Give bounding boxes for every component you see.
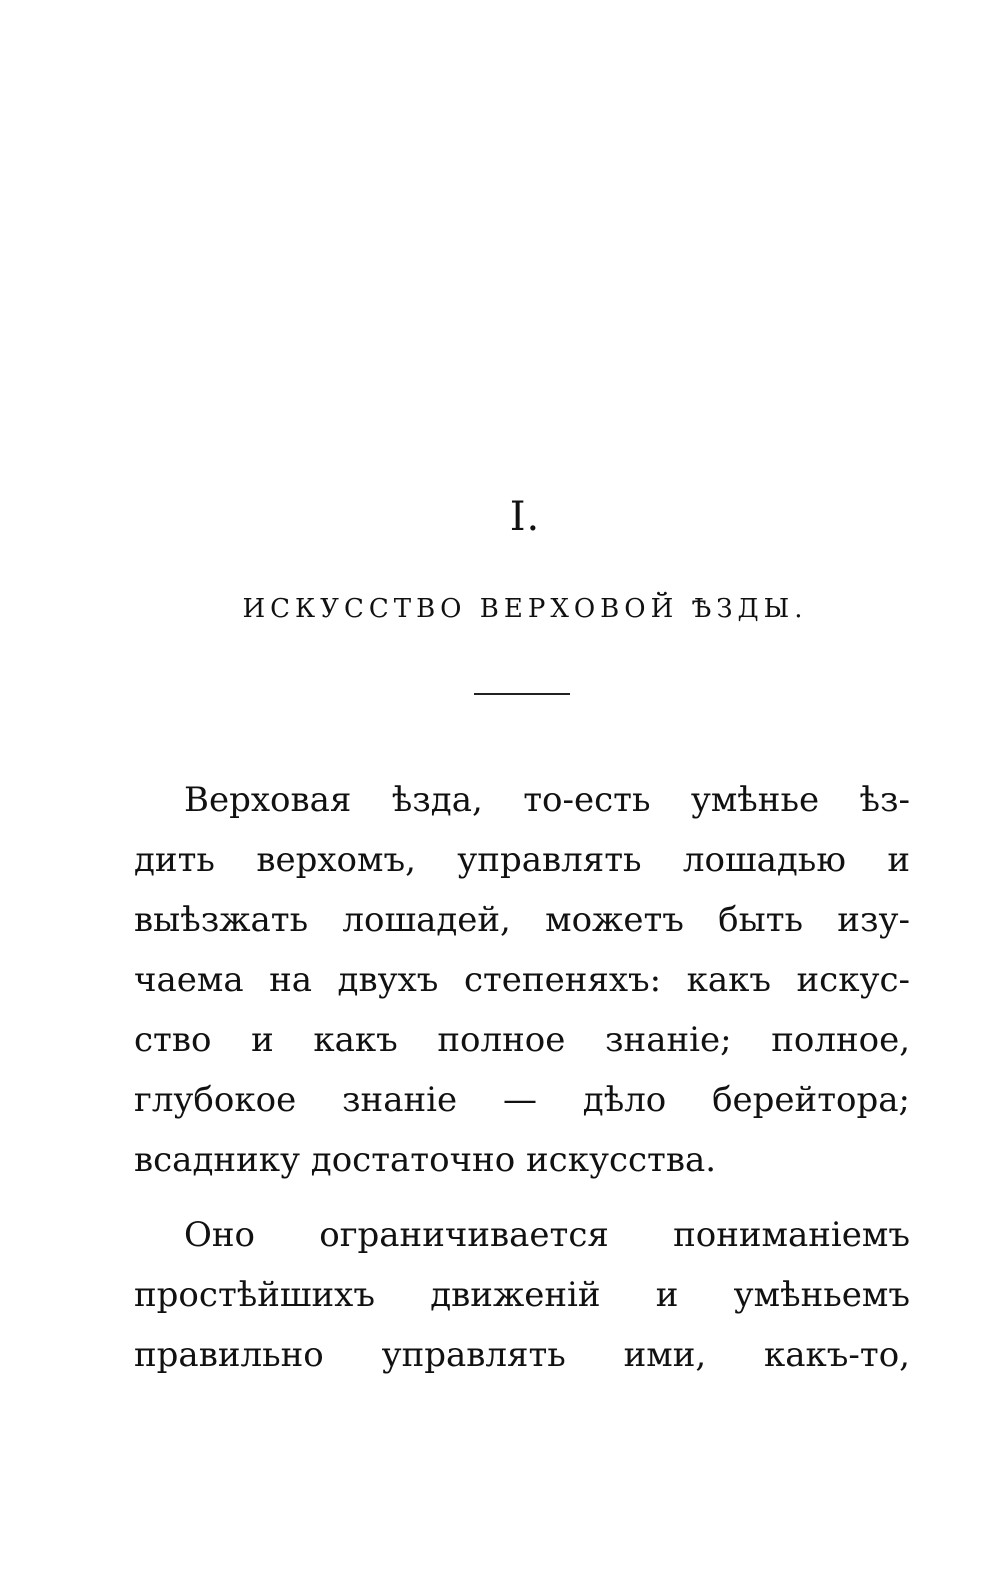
text-line: дить верхомъ, управлять лошадью и xyxy=(134,840,910,880)
text-line: выѣзжать лошадей, можетъ быть изу- xyxy=(134,900,910,940)
title-divider xyxy=(474,693,570,695)
text-line: глубокое знаніе — дѣло берейтора; xyxy=(134,1080,910,1120)
chapter-title: ИСКУССТВО ВЕРХОВОЙ ѢЗДЫ. xyxy=(242,594,808,624)
text-line: простѣйшихъ движеній и умѣньемъ xyxy=(134,1275,910,1315)
text-line: ство и какъ полное знаніе; полное, xyxy=(134,1020,910,1060)
chapter-number: I. xyxy=(509,494,541,540)
text-line: правильно управлять ими, какъ-то, xyxy=(134,1335,910,1375)
text-line: Оно ограничивается пониманіемъ xyxy=(184,1215,910,1255)
text-line: Верховая ѣзда, то-есть умѣнье ѣз- xyxy=(184,780,910,820)
text-line: всаднику достаточно искусства. xyxy=(134,1140,717,1180)
body-text xyxy=(134,770,910,1385)
paragraph-gap xyxy=(134,1190,910,1205)
text-line: чаема на двухъ степеняхъ: какъ искус- xyxy=(134,960,910,1000)
